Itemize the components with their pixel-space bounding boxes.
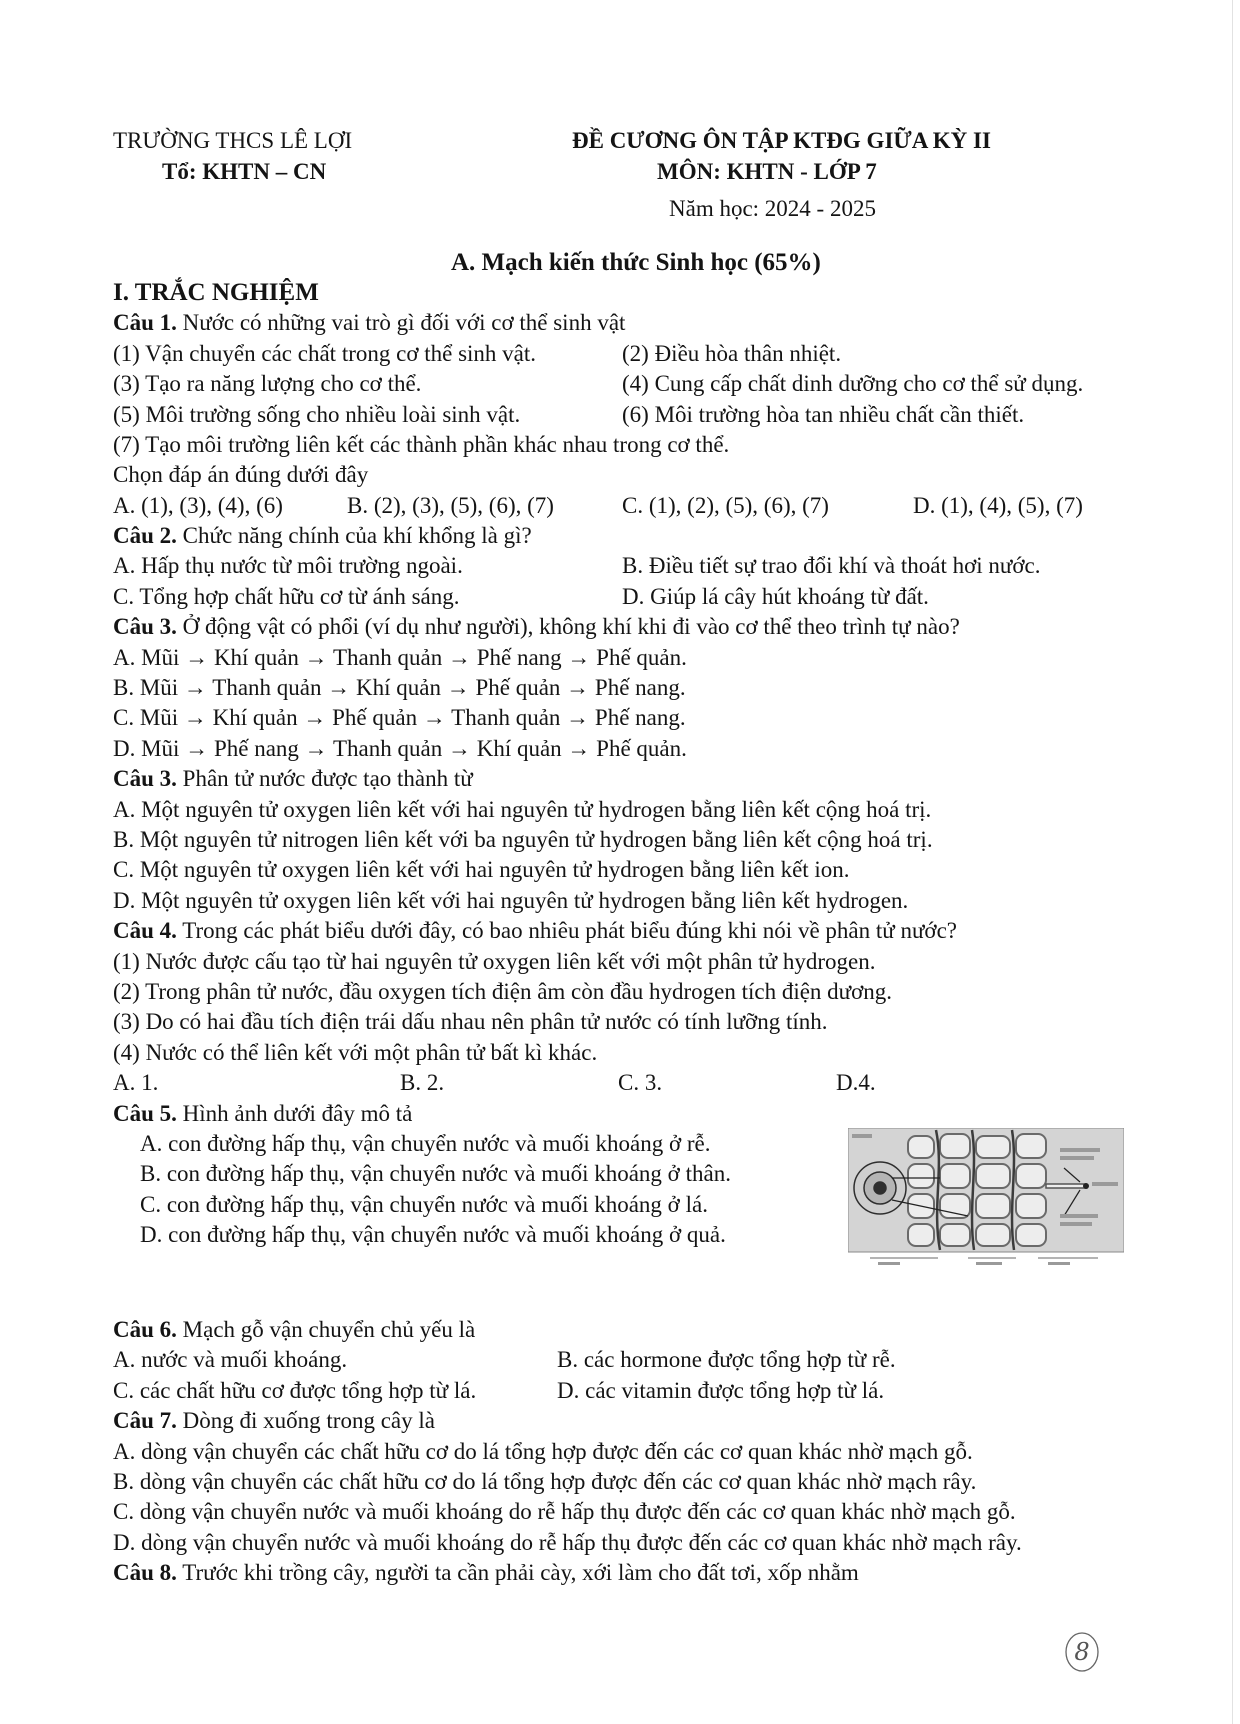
q7-option-b: B. dòng vận chuyển các chất hữu cơ do lá tổng hợp được đến các cơ quan khác nhờ mạch rây. [113, 1469, 977, 1494]
q4-option-a: A. 1. [113, 1070, 159, 1095]
question-label: Câu 5. [113, 1101, 177, 1126]
q1-option-c: C. (1), (2), (5), (6), (7) [622, 493, 829, 518]
question-7 [113, 1406, 435, 1436]
q1-item-1: (1) Vận chuyển các chất trong cơ thể sinh vật. [113, 341, 537, 366]
q1-prompt: Chọn đáp án đúng dưới đây [113, 462, 369, 487]
q3b-option-b: B. Một nguyên tử nitrogen liên kết với ba nguyên tử hydrogen bằng liên kết cộng hoá trị. [113, 827, 933, 852]
q1-item-2: (2) Điều hòa thân nhiệt. [622, 341, 842, 366]
q5-option-b: B. con đường hấp thụ, vận chuyển nước và muối khoáng ở thân. [140, 1161, 731, 1186]
q5-option-a: A. con đường hấp thụ, vận chuyển nước và muối khoáng ở rễ. [140, 1131, 711, 1156]
q1-item-3: (3) Tạo ra năng lượng cho cơ thể. [113, 371, 422, 396]
question-label: Câu 2. [113, 523, 177, 548]
q4-item-2: (2) Trong phân tử nước, đầu oxygen tích điện âm còn đầu hydrogen tích điện dương. [113, 979, 893, 1004]
section-title: A. Mạch kiến thức Sinh học (65%) [451, 249, 821, 276]
page-number-text: 8 [1074, 1638, 1090, 1666]
question-label: Câu 4. [113, 918, 177, 943]
q4-item-1: (1) Nước được cấu tạo từ hai nguyên tử oxygen liên kết với một phân tử hydrogen. [113, 949, 876, 974]
q3a-option-d: D. Mũi → Phế nang → Thanh quản → Khí quản → Phế quản. [113, 736, 687, 761]
q3b-option-a: A. Một nguyên tử oxygen liên kết với hai nguyên tử hydrogen bằng liên kết cộng hoá trị. [113, 797, 932, 822]
q6-option-c: C. các chất hữu cơ được tổng hợp từ lá. [113, 1378, 477, 1403]
q4-item-3: (3) Do có hai đầu tích điện trái dấu nhau nên phân tử nước có tính lưỡng tính. [113, 1009, 828, 1034]
question-text: Dòng đi xuống trong cây là [176, 1408, 435, 1433]
q4-item-4: (4) Nước có thể liên kết với một phân tử bất kì khác. [113, 1040, 598, 1065]
q3a-option-b: B. Mũi → Thanh quản → Khí quản → Phế quản → Phế nang. [113, 675, 686, 700]
question-text: Mạch gỗ vận chuyển chủ yếu là [176, 1317, 476, 1342]
q6-option-d: D. các vitamin được tổng hợp từ lá. [557, 1378, 885, 1403]
q2-option-d: D. Giúp lá cây hút khoáng từ đất. [622, 584, 929, 609]
question-8 [113, 1558, 859, 1588]
question-1 [113, 308, 625, 338]
q1-item-4: (4) Cung cấp chất dinh dưỡng cho cơ thể sử dụng. [622, 371, 1084, 396]
q2-option-b: B. Điều tiết sự trao đổi khí và thoát hơi nước. [622, 553, 1041, 578]
q7-option-a: A. dòng vận chuyển các chất hữu cơ do lá tổng hợp được đến các cơ quan khác nhờ mạch gỗ. [113, 1439, 973, 1464]
department-name: Tổ: KHTN – CN [162, 159, 327, 184]
question-label: Câu 7. [113, 1408, 177, 1433]
q1-item-6: (6) Môi trường hòa tan nhiều chất cần thiết. [622, 402, 1025, 427]
q7-option-c: C. dòng vận chuyển nước và muối khoáng do rễ hấp thụ được đến các cơ quan khác nhờ mạch gỗ. [113, 1499, 1016, 1524]
question-text: Trước khi trồng cây, người ta cần phải cày, xới làm cho đất tơi, xốp nhằm [176, 1560, 859, 1585]
question-3-respiration [113, 612, 960, 642]
school-name: TRƯỜNG THCS LÊ LỢI [113, 128, 353, 153]
q4-option-d: D.4. [836, 1070, 876, 1095]
q1-option-b: B. (2), (3), (5), (6), (7) [347, 493, 554, 518]
q2-option-c: C. Tổng hợp chất hữu cơ từ ánh sáng. [113, 584, 460, 609]
q4-option-b: B. 2. [400, 1070, 445, 1095]
document-title: ĐỀ CƯƠNG ÔN TẬP KTĐG GIỮA KỲ II [572, 128, 991, 153]
question-label: Câu 1. [113, 310, 177, 335]
question-text: Phân tử nước được tạo thành từ [176, 766, 473, 791]
root-absorption-figure [848, 1128, 1124, 1270]
question-text: Nước có những vai trò gì đối với cơ thể sinh vật [176, 310, 626, 335]
question-5 [113, 1099, 412, 1129]
q3a-option-c: C. Mũi → Khí quản → Phế quản → Thanh quản → Phế nang. [113, 705, 686, 730]
part-title: I. TRẮC NGHIỆM [113, 279, 319, 306]
page-number [1063, 1630, 1101, 1674]
q3b-option-c: C. Một nguyên tử oxygen liên kết với hai nguyên tử hydrogen bằng liên kết ion. [113, 857, 850, 882]
q1-item-5: (5) Môi trường sống cho nhiều loài sinh vật. [113, 402, 521, 427]
q5-option-c: C. con đường hấp thụ, vận chuyển nước và muối khoáng ở lá. [140, 1192, 708, 1217]
question-text: Trong các phát biểu dưới đây, có bao nhiêu phát biểu đúng khi nói về phân tử nước? [176, 918, 958, 943]
q6-option-b: B. các hormone được tổng hợp từ rễ. [557, 1347, 896, 1372]
q1-item-7: (7) Tạo môi trường liên kết các thành phần khác nhau trong cơ thể. [113, 432, 730, 457]
page-edge [1232, 0, 1233, 1724]
question-2 [113, 521, 532, 551]
q2-option-a: A. Hấp thụ nước từ môi trường ngoài. [113, 553, 463, 578]
q6-option-a: A. nước và muối khoáng. [113, 1347, 348, 1372]
q4-option-c: C. 3. [618, 1070, 663, 1095]
question-text: Ở động vật có phổi (ví dụ như người), không khí khi đi vào cơ thể theo trình tự nào? [176, 614, 960, 639]
q7-option-d: D. dòng vận chuyển nước và muối khoáng do rễ hấp thụ được đến các cơ quan khác nhờ mạch rây. [113, 1530, 1022, 1555]
q1-option-a: A. (1), (3), (4), (6) [113, 493, 283, 518]
q1-option-d: D. (1), (4), (5), (7) [913, 493, 1083, 518]
question-label: Câu 3. [113, 766, 177, 791]
question-label: Câu 8. [113, 1560, 177, 1585]
school-year: Năm học: 2024 - 2025 [669, 196, 876, 221]
question-6 [113, 1315, 475, 1345]
question-text: Hình ảnh dưới đây mô tả [176, 1101, 413, 1126]
question-label: Câu 3. [113, 614, 177, 639]
q3a-option-a: A. Mũi → Khí quản → Thanh quản → Phế nang → Phế quản. [113, 645, 687, 670]
question-3-water [113, 764, 473, 794]
subject-line: MÔN: KHTN - LỚP 7 [657, 159, 877, 184]
q3b-option-d: D. Một nguyên tử oxygen liên kết với hai nguyên tử hydrogen bằng liên kết hydrogen. [113, 888, 909, 913]
question-label: Câu 6. [113, 1317, 177, 1342]
question-text: Chức năng chính của khí khổng là gì? [176, 523, 532, 548]
q5-option-d: D. con đường hấp thụ, vận chuyển nước và muối khoáng ở quả. [140, 1222, 726, 1247]
question-4 [113, 916, 957, 946]
